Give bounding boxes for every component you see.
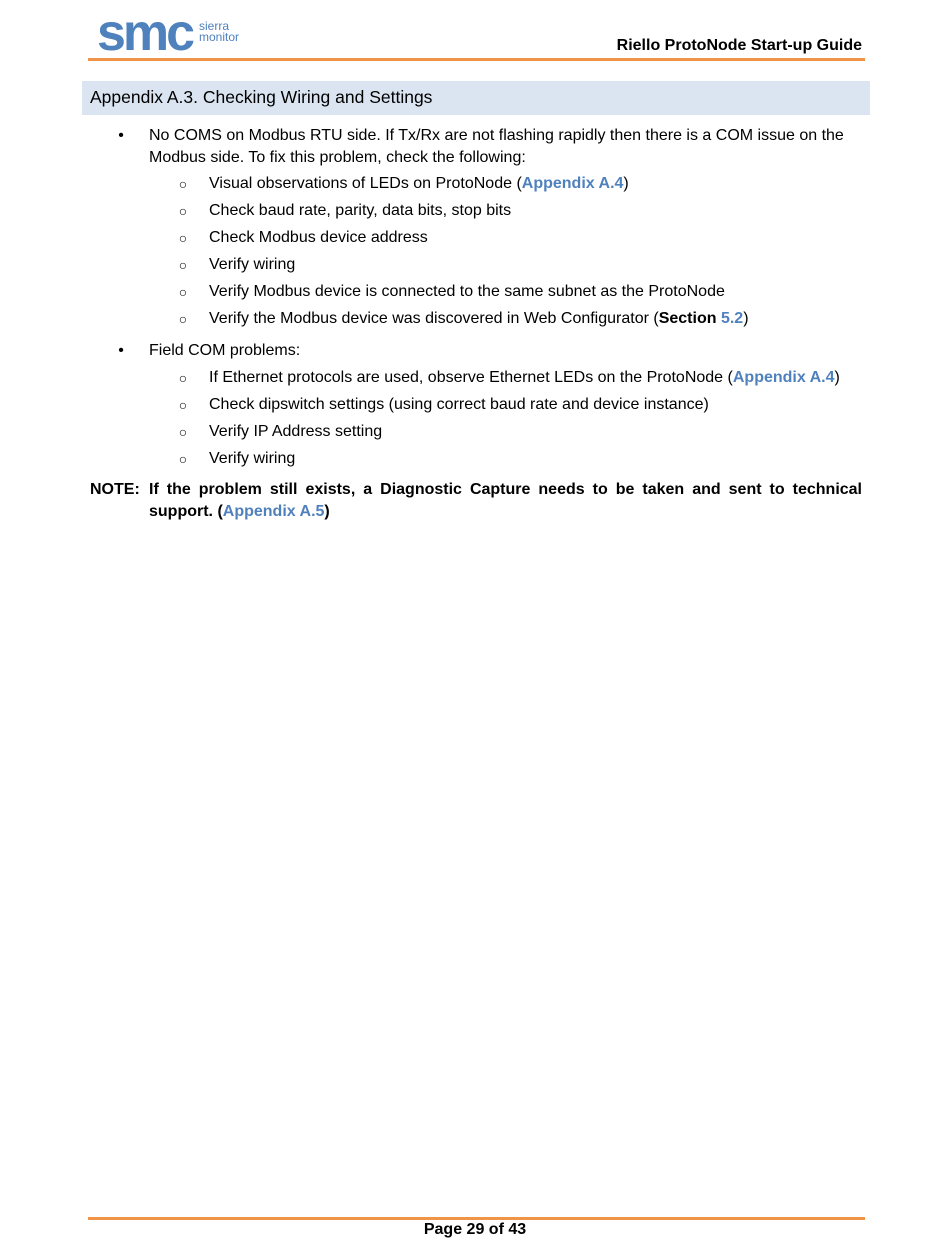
sub-item-text: Check Modbus device address bbox=[209, 229, 428, 246]
section-5-2-link[interactable]: 5.2 bbox=[720, 310, 744, 327]
logo-main-text: smc bbox=[97, 10, 193, 54]
section-label: Section bbox=[658, 310, 717, 327]
sub-bullet-marker: ○ bbox=[178, 424, 188, 440]
sub-bullet-marker: ○ bbox=[178, 203, 188, 219]
bullet-text: Field COM problems: bbox=[149, 342, 301, 359]
note-suffix: ) bbox=[324, 503, 330, 520]
appendix-a4-link[interactable]: Appendix A.4 bbox=[732, 369, 835, 386]
sub-item-text: Check baud rate, parity, data bits, stop bits bbox=[209, 202, 512, 219]
document-title: Riello ProtoNode Start-up Guide bbox=[616, 37, 862, 54]
header-divider bbox=[88, 58, 865, 61]
sub-bullet-marker: ○ bbox=[178, 397, 188, 413]
sub-bullet-marker: ○ bbox=[178, 311, 188, 327]
logo-line1-text: sierra bbox=[199, 19, 230, 33]
note-text bbox=[149, 479, 862, 523]
sub-item-text: If Ethernet protocols are used, observe Ethernet LEDs on the ProtoNode ( bbox=[209, 369, 733, 386]
bullet-text: No COMS on Modbus RTU side. If Tx/Rx are not flashing rapidly then there is a COM issue on the Modbus side. To fix this problem, check the following: bbox=[149, 127, 844, 166]
sub-item-text: Verify the Modbus device was discovered in Web Configurator ( bbox=[209, 310, 659, 327]
smc-logo-icon bbox=[97, 10, 247, 54]
sub-item-suffix: ) bbox=[834, 369, 840, 386]
footer-divider bbox=[88, 1217, 865, 1220]
appendix-a4-link[interactable]: Appendix A.4 bbox=[521, 175, 624, 192]
sub-item-suffix: ) bbox=[623, 175, 629, 192]
logo-line2-text: monitor bbox=[199, 30, 240, 44]
sub-bullet-marker: ○ bbox=[178, 284, 188, 300]
sub-bullet-marker: ○ bbox=[178, 230, 188, 246]
page-number: Page 29 of 43 bbox=[423, 1221, 527, 1238]
sub-item-text: Verify wiring bbox=[209, 256, 296, 273]
sub-bullet-marker: ○ bbox=[178, 451, 188, 467]
sub-item-text: Check dipswitch settings (using correct baud rate and device instance) bbox=[209, 396, 709, 413]
sub-item-text: Visual observations of LEDs on ProtoNode ( bbox=[209, 175, 522, 192]
sub-item-text: Verify Modbus device is connected to the same subnet as the ProtoNode bbox=[209, 283, 725, 300]
note-body: If the problem still exists, a Diagnostic Capture needs to be taken and sent to technical support. ( bbox=[149, 481, 862, 520]
sub-item-text: Verify IP Address setting bbox=[209, 423, 383, 440]
section-heading: Appendix A.3. Checking Wiring and Settings bbox=[82, 81, 870, 115]
sub-item bbox=[209, 308, 869, 330]
bullet-marker: • bbox=[118, 127, 124, 144]
appendix-a5-link[interactable]: Appendix A.5 bbox=[222, 503, 325, 520]
sub-bullet-marker: ○ bbox=[178, 176, 188, 192]
sub-item bbox=[209, 367, 869, 389]
company-logo bbox=[97, 10, 247, 54]
bullet-marker: • bbox=[118, 342, 124, 359]
sub-item bbox=[209, 173, 869, 195]
sub-bullet-marker: ○ bbox=[178, 370, 188, 386]
sub-item-suffix: ) bbox=[743, 310, 749, 327]
note-label: NOTE: bbox=[90, 481, 140, 498]
sub-item-text: Verify wiring bbox=[209, 450, 296, 467]
sub-bullet-marker: ○ bbox=[178, 257, 188, 273]
